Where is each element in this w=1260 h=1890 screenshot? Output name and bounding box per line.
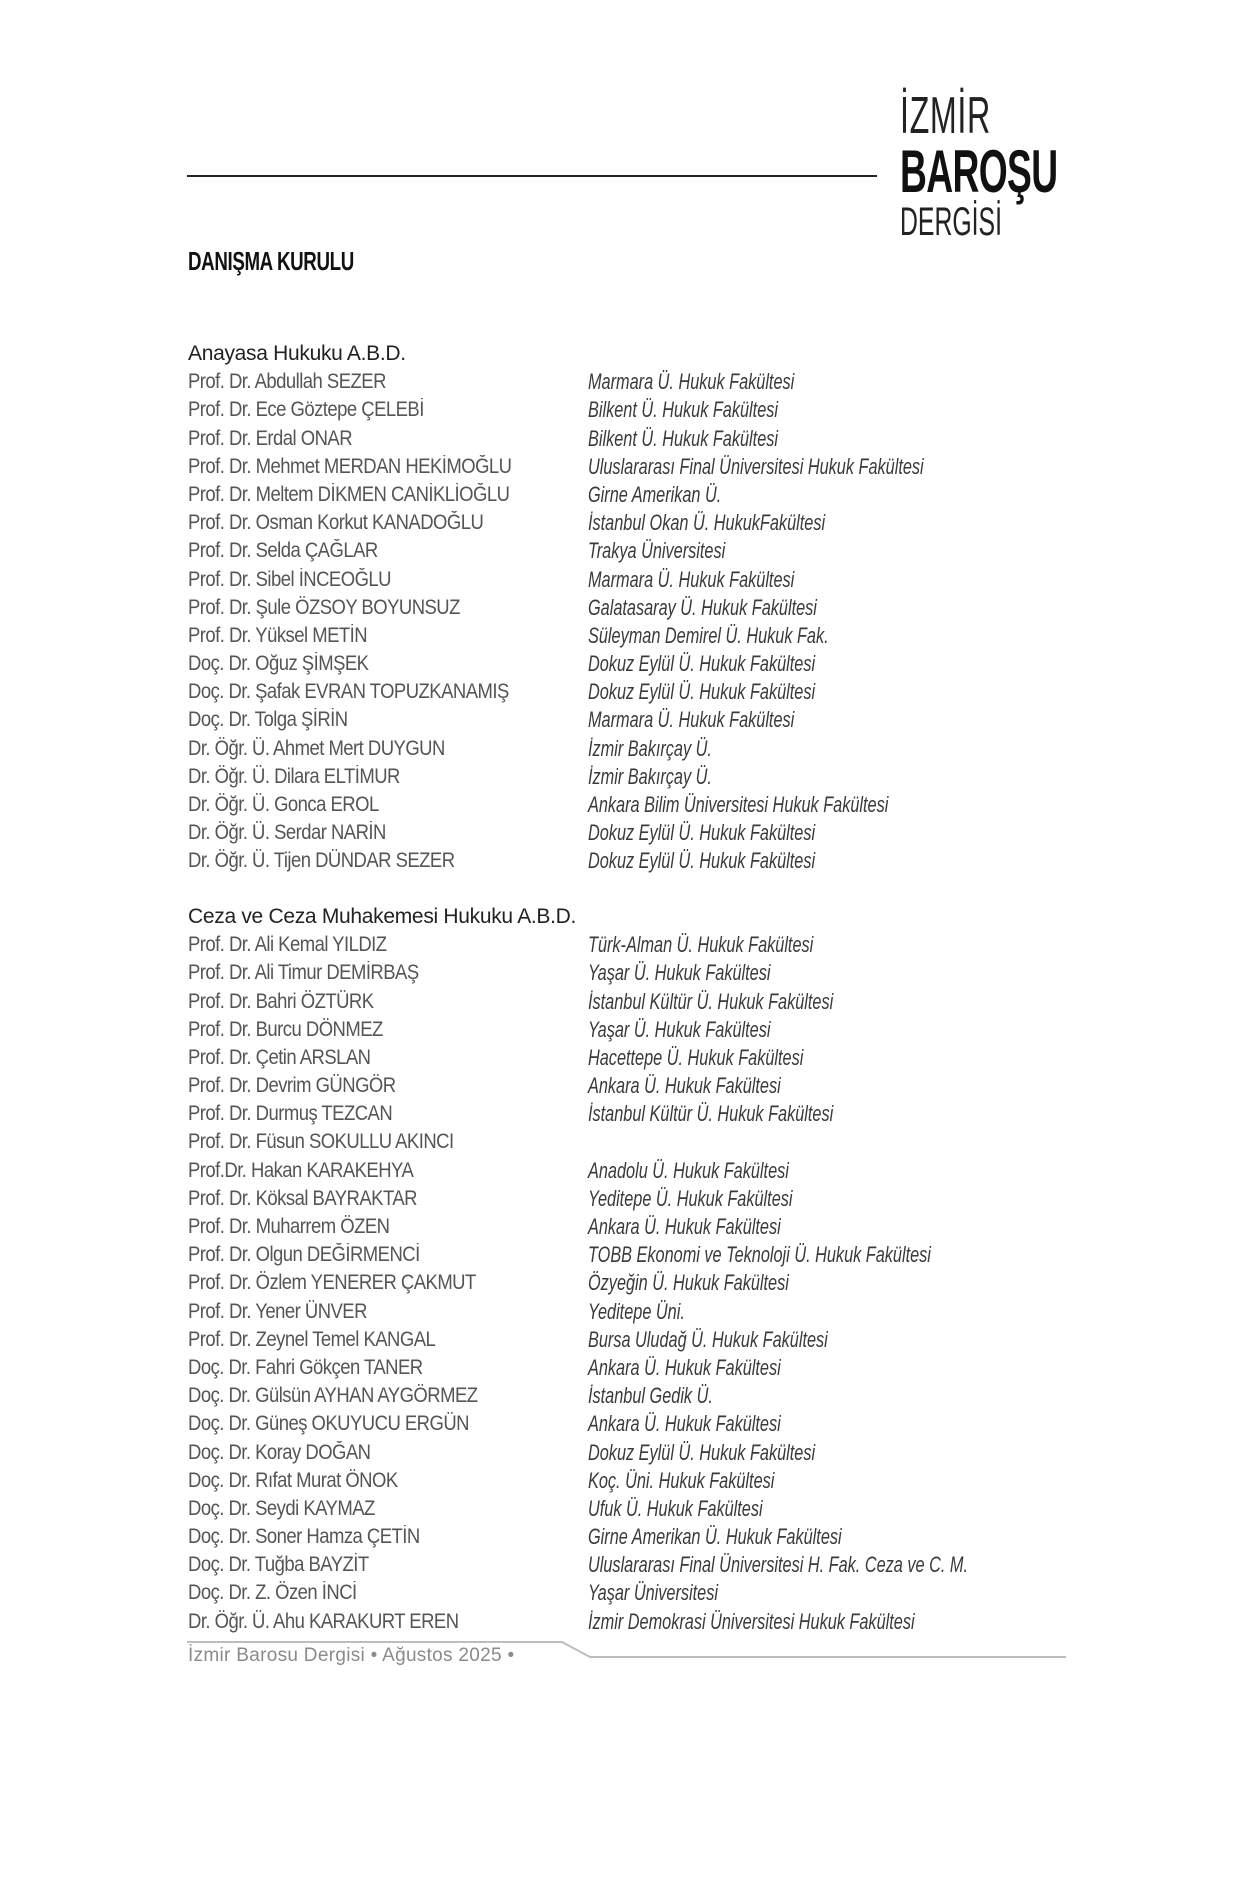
member-name: Doç. Dr. Tolga ŞİRİN xyxy=(188,708,348,732)
member-name: Doç. Dr. Fahri Gökçen TANER xyxy=(188,1355,423,1379)
member-name: Dr. Öğr. Ü. Ahmet Mert DUYGUN xyxy=(188,736,445,760)
member-name: Prof. Dr. Muharrem ÖZEN xyxy=(188,1215,390,1239)
member-institution: İstanbul Kültür Ü. Hukuk Fakültesi xyxy=(588,1101,834,1127)
member-name: Doç. Dr. Seydi KAYMAZ xyxy=(188,1496,375,1520)
member-name: Dr. Öğr. Ü. Gonca EROL xyxy=(188,793,379,816)
member-institution: Girne Amerikan Ü. xyxy=(588,481,722,507)
member-name: Dr. Öğr. Ü. Ahu KARAKURT EREN xyxy=(188,1609,459,1633)
member-institution: Yaşar Üniversitesi xyxy=(588,1580,718,1606)
member-institution: Ankara Ü. Hukuk Fakültesi xyxy=(588,1214,781,1240)
member-institution: Marmara Ü. Hukuk Fakültesi xyxy=(588,707,795,733)
member-name: Prof. Dr. Olgun DEĞİRMENCİ xyxy=(188,1243,420,1267)
member-institution: Yeditepe Ü. Hukuk Fakültesi xyxy=(588,1185,793,1211)
member-institution: Yaşar Ü. Hukuk Fakültesi xyxy=(588,960,771,986)
member-name: Prof. Dr. Bahri ÖZTÜRK xyxy=(188,989,374,1013)
member-name: Prof. Dr. Osman Korkut KANADOĞLU xyxy=(188,511,484,535)
member-institution: Dokuz Eylül Ü. Hukuk Fakültesi xyxy=(588,651,816,677)
member-institution: Ankara Ü. Hukuk Fakültesi xyxy=(588,1354,781,1380)
member-institution: Bilkent Ü. Hukuk Fakültesi xyxy=(588,397,779,423)
member-institution: Ankara Bilim Üniversitesi Hukuk Fakültesi xyxy=(588,792,889,817)
member-name: Prof. Dr. Abdullah SEZER xyxy=(188,370,386,394)
member-institution: Girne Amerikan Ü. Hukuk Fakültesi xyxy=(588,1524,842,1550)
member-name: Prof. Dr. Ece Göztepe ÇELEBİ xyxy=(188,398,424,422)
member-institution: Trakya Üniversitesi xyxy=(588,538,726,564)
member-name: Prof. Dr. Füsun SOKULLU AKINCI xyxy=(188,1130,454,1154)
logo-line-1: İZMİR xyxy=(900,87,991,145)
member-institution: İstanbul Kültür Ü. Hukuk Fakültesi xyxy=(588,988,834,1014)
member-institution: Yaşar Ü. Hukuk Fakültesi xyxy=(588,1016,771,1042)
member-institution: Marmara Ü. Hukuk Fakültesi xyxy=(588,369,795,395)
member-name: Doç. Dr. Rıfat Murat ÖNOK xyxy=(188,1468,398,1492)
member-name: Doç. Dr. Şafak EVRAN TOPUZKANAMIŞ xyxy=(188,680,509,704)
member-name: Prof. Dr. Selda ÇAĞLAR xyxy=(188,539,378,563)
member-institution: Bursa Uludağ Ü. Hukuk Fakültesi xyxy=(588,1326,828,1352)
member-name: Prof. Dr. Köksal BAYRAKTAR xyxy=(188,1186,417,1210)
member-institution: Süleyman Demirel Ü. Hukuk Fak. xyxy=(588,622,829,648)
logo-line-3: DERGİSİ xyxy=(900,200,1002,244)
member-name: Doç. Dr. Z. Özen İNCİ xyxy=(188,1581,357,1605)
member-name: Dr. Öğr. Ü. Dilara ELTİMUR xyxy=(188,764,400,788)
member-name: Prof. Dr. Sibel İNCEOĞLU xyxy=(188,567,391,591)
member-institution: Türk-Alman Ü. Hukuk Fakültesi xyxy=(588,932,814,958)
member-institution: İzmir Bakırçay Ü. xyxy=(588,763,712,789)
member-institution: Yeditepe Üni. xyxy=(588,1298,685,1324)
member-name: Dr. Öğr. Ü. Serdar NARİN xyxy=(188,821,386,845)
member-institution: İzmir Demokrasi Üniversitesi Hukuk Fakültesi xyxy=(588,1608,915,1634)
member-name: Prof. Dr. Özlem YENERER ÇAKMUT xyxy=(188,1271,476,1295)
member-institution: Dokuz Eylül Ü. Hukuk Fakültesi xyxy=(588,1439,816,1465)
member-name: Prof. Dr. Mehmet MERDAN HEKİMOĞLU xyxy=(188,454,512,478)
member-institution: İzmir Bakırçay Ü. xyxy=(588,735,712,761)
member-name: Prof. Dr. Zeynel Temel KANGAL xyxy=(188,1327,436,1351)
member-institution: Marmara Ü. Hukuk Fakültesi xyxy=(588,566,795,592)
member-institution: Galatasaray Ü. Hukuk Fakültesi xyxy=(588,594,817,620)
member-institution: Dokuz Eylül Ü. Hukuk Fakültesi xyxy=(588,679,816,705)
member-name: Doç. Dr. Koray DOĞAN xyxy=(188,1440,371,1464)
member-name: Prof. Dr. Durmuş TEZCAN xyxy=(188,1102,393,1126)
member-institution: Anadolu Ü. Hukuk Fakültesi xyxy=(588,1157,789,1183)
member-institution: Ankara Ü. Hukuk Fakültesi xyxy=(588,1073,781,1099)
section-title: Anayasa Hukuku A.B.D. xyxy=(188,342,406,365)
member-name: Doç. Dr. Soner Hamza ÇETİN xyxy=(188,1525,420,1549)
member-institution: Ankara Ü. Hukuk Fakültesi xyxy=(588,1411,781,1437)
member-name: Prof. Dr. Yener ÜNVER xyxy=(188,1299,367,1323)
member-institution: Özyeğin Ü. Hukuk Fakültesi xyxy=(588,1270,789,1296)
member-institution: Uluslararası Final Üniversitesi Hukuk Fakültesi xyxy=(588,453,924,479)
member-institution: Koç. Üni. Hukuk Fakültesi xyxy=(588,1467,775,1493)
member-institution: İstanbul Okan Ü. HukukFakültesi xyxy=(588,510,826,536)
member-institution: Uluslararası Final Üniversitesi H. Fak. Ceza ve C. M. xyxy=(588,1552,968,1578)
member-institution: İstanbul Gedik Ü. xyxy=(588,1383,713,1409)
footer-journal-issue: İzmir Barosu Dergisi • Ağustos 2025 • xyxy=(188,1645,515,1666)
member-name: Prof. Dr. Devrim GÜNGÖR xyxy=(188,1074,396,1098)
member-name: Prof. Dr. Burcu DÖNMEZ xyxy=(188,1017,383,1041)
member-name: Doç. Dr. Gülsün AYHAN AYGÖRMEZ xyxy=(188,1384,478,1408)
member-name: Prof. Dr. Erdal ONAR xyxy=(188,426,353,450)
member-name: Dr. Öğr. Ü. Tijen DÜNDAR SEZER xyxy=(188,849,455,873)
member-name: Prof. Dr. Yüksel METİN xyxy=(188,623,368,647)
member-institution: Dokuz Eylül Ü. Hukuk Fakültesi xyxy=(588,848,816,874)
member-name: Doç. Dr. Güneş OKUYUCU ERGÜN xyxy=(188,1412,469,1436)
member-name: Doç. Dr. Tuğba BAYZİT xyxy=(188,1553,369,1577)
member-name: Prof. Dr. Ali Timur DEMİRBAŞ xyxy=(188,961,419,985)
section-title: Ceza ve Ceza Muhakemesi Hukuku A.B.D. xyxy=(188,904,577,928)
member-institution: Hacettepe Ü. Hukuk Fakültesi xyxy=(588,1044,804,1070)
member-institution: Dokuz Eylül Ü. Hukuk Fakültesi xyxy=(588,820,816,846)
member-name: Prof. Dr. Ali Kemal YILDIZ xyxy=(188,933,387,957)
member-name: Doç. Dr. Oğuz ŞİMŞEK xyxy=(188,652,369,676)
member-name: Prof. Dr. Çetin ARSLAN xyxy=(188,1045,371,1069)
member-name: Prof. Dr. Meltem DİKMEN CANİKLİOĞLU xyxy=(188,482,510,506)
member-name: Prof. Dr. Şule ÖZSOY BOYUNSUZ xyxy=(188,595,460,619)
page-title: DANIŞMA KURULU xyxy=(188,246,354,276)
member-institution: Ufuk Ü. Hukuk Fakültesi xyxy=(588,1495,763,1521)
logo-line-2: BAROŞU xyxy=(900,138,1058,205)
member-institution: TOBB Ekonomi ve Teknoloji Ü. Hukuk Fakültesi xyxy=(588,1242,931,1268)
member-name: Prof.Dr. Hakan KARAKEHYA xyxy=(188,1158,414,1182)
member-institution: Bilkent Ü. Hukuk Fakültesi xyxy=(588,425,779,451)
